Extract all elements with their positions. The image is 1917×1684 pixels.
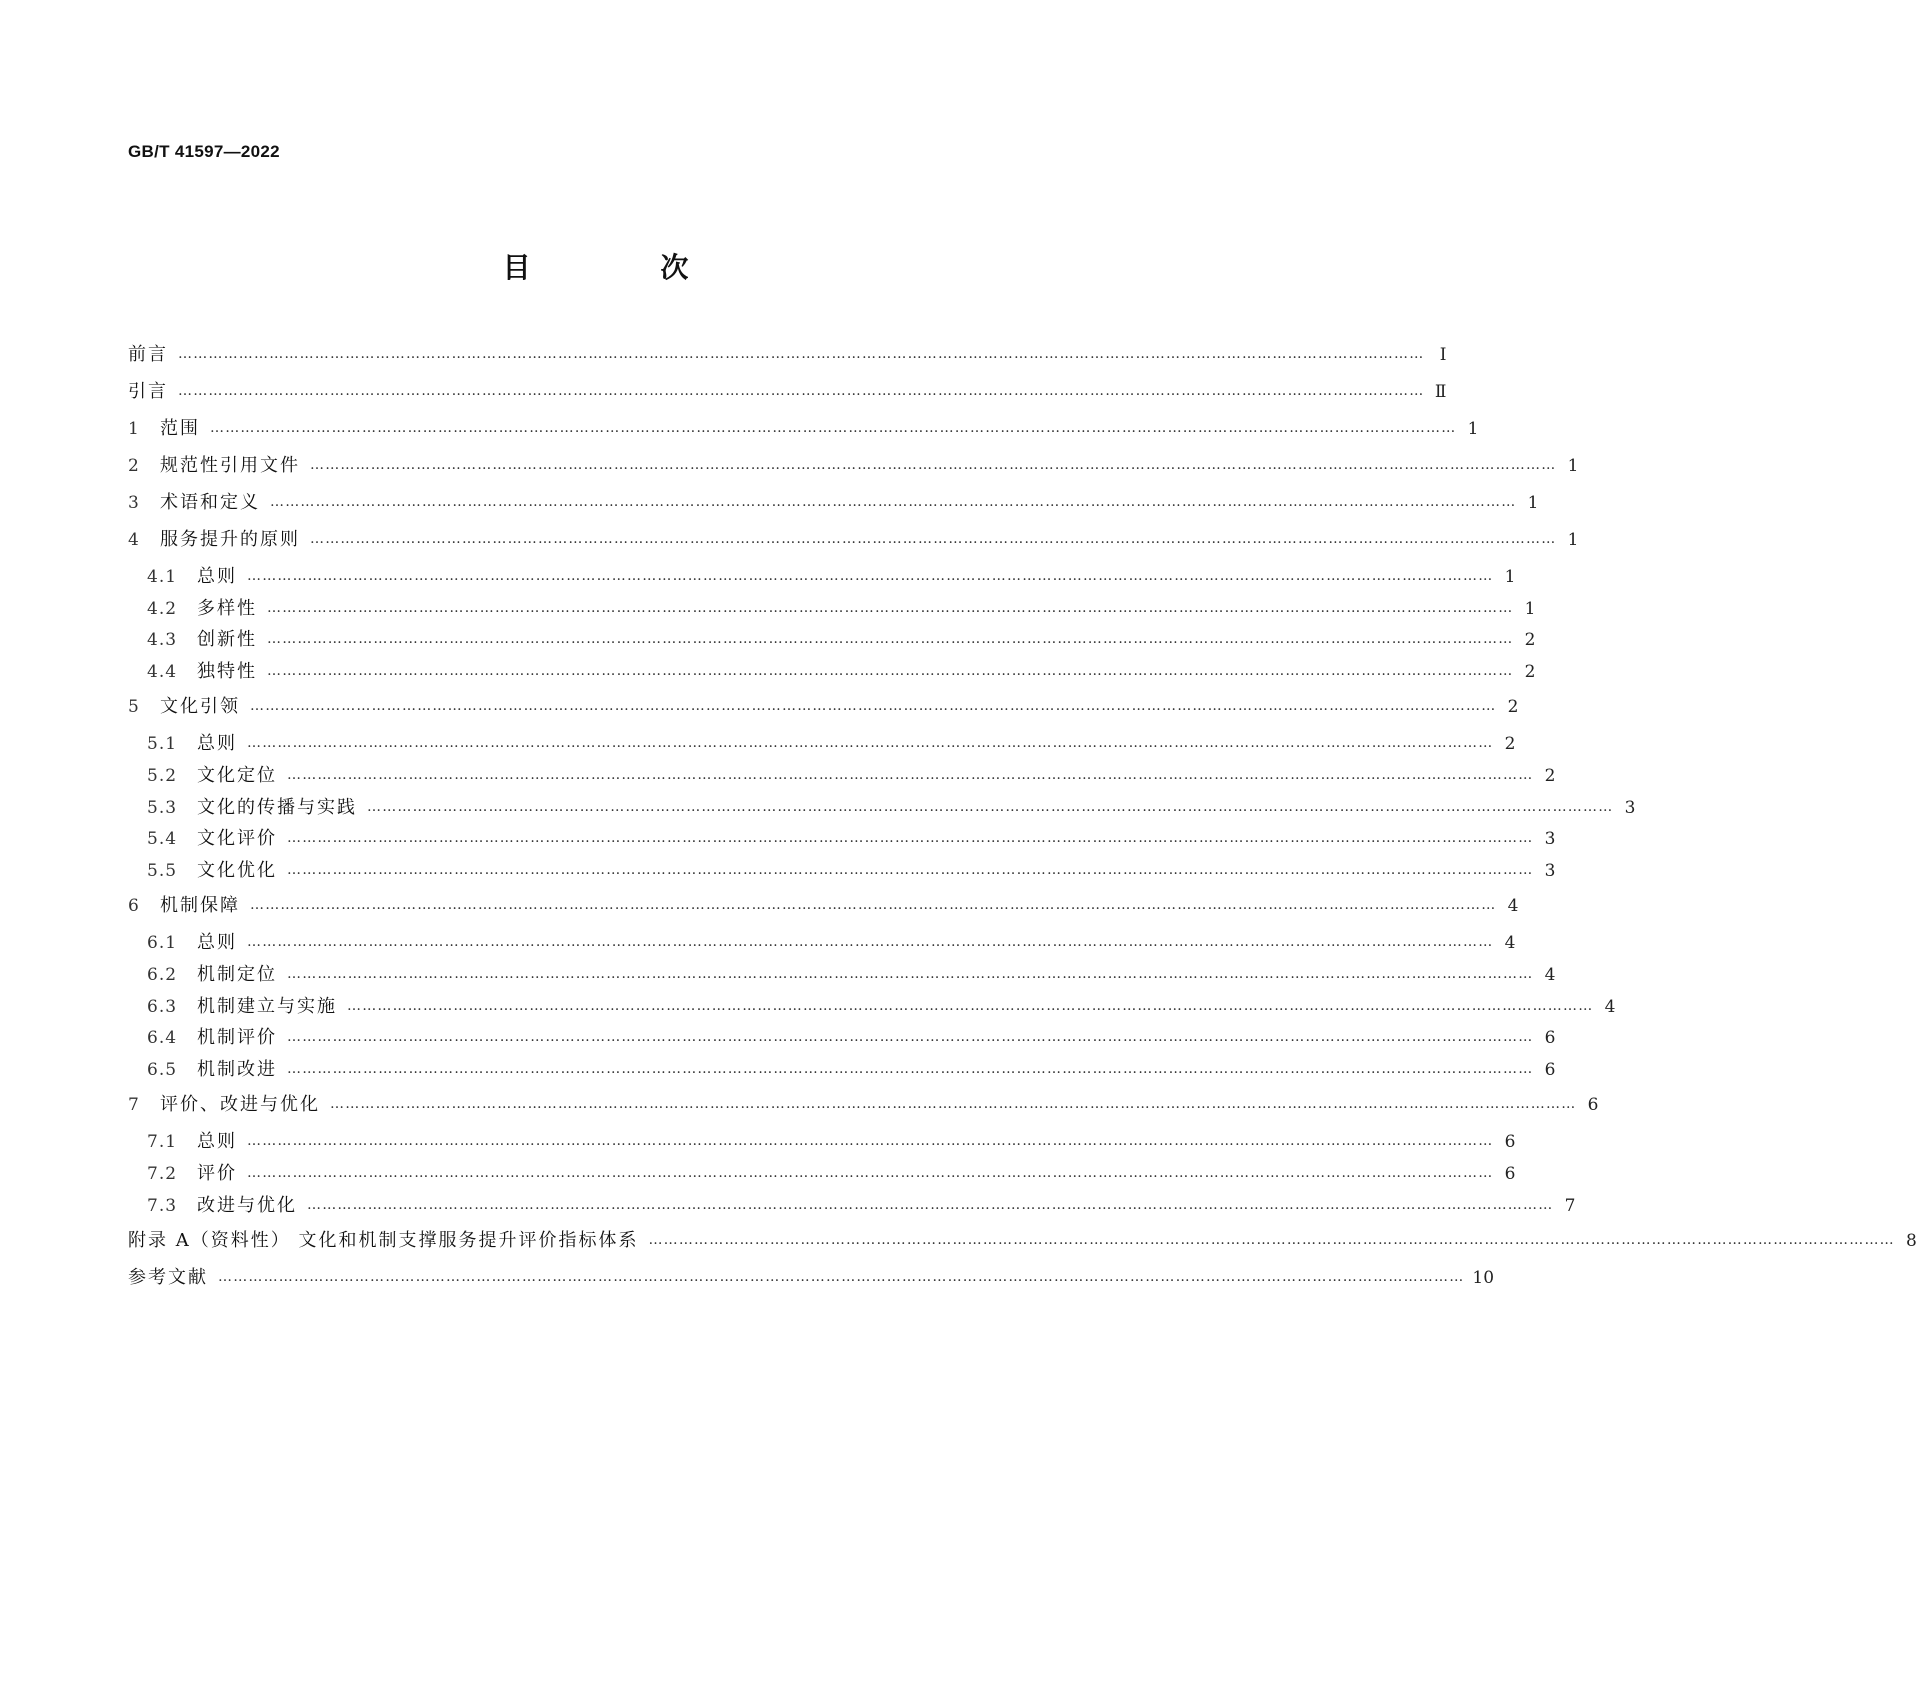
toc-entry-5-1[interactable] [128, 731, 1516, 763]
toc-entry-text: 引言 [128, 381, 168, 402]
toc-entry-number: 6.2 [147, 964, 178, 985]
toc-leader-dots: ………………………………………………………………………………………………………………………………………………………………………………………………………………………… [267, 599, 1514, 616]
toc-leader-dots: ………………………………………………………………………………………………………………………………………………………………………………………………………………………… [247, 1133, 1494, 1150]
toc-leader-dots: ………………………………………………………………………………………………………………………………………………………………………………………………………………………… [287, 965, 1534, 982]
toc-entry-number: 1 [128, 419, 140, 439]
toc-leader-dots: ………………………………………………………………………………………………………………………………………………………………………………………………………………………… [287, 1060, 1534, 1077]
toc-entry-number: 6.5 [147, 1059, 178, 1080]
toc-entry-text: 改进与优化 [197, 1194, 297, 1216]
toc-page-number: 2 [1524, 661, 1536, 682]
toc-entry-number: 5.3 [147, 797, 178, 818]
toc-entry-text: 文化引领 [160, 696, 240, 718]
toc-page-number: 1 [1567, 530, 1579, 550]
toc-entry-text: 参考文献 [128, 1267, 208, 1289]
toc-page-number: 10 [1472, 1268, 1495, 1289]
toc-entry-text: 总则 [197, 1131, 237, 1153]
toc-entry-6-4[interactable] [128, 1025, 1556, 1057]
toc-entry-number: 6.3 [147, 996, 178, 1017]
toc-page-number: 6 [1587, 1095, 1599, 1116]
toc-entry-4-2[interactable] [128, 596, 1536, 628]
toc-leader-dots: ………………………………………………………………………………………………………………………………………………………………………………………………………………………… [247, 568, 1494, 584]
toc-entry-number: 7 [128, 1095, 140, 1116]
toc-page-number: 6 [1544, 1059, 1556, 1080]
toc-leader-dots: ………………………………………………………………………………………………………………………………………………………………………………………………………………………… [250, 698, 1497, 715]
toc-entry-text: 机制保障 [160, 895, 240, 917]
toc-entry-references[interactable] [128, 1265, 1495, 1302]
toc-page-number: Ⅰ [1439, 345, 1447, 365]
toc-entry-5[interactable] [128, 694, 1519, 731]
toc-entry-number: 6.4 [147, 1028, 178, 1049]
table-of-contents [128, 342, 1917, 1302]
toc-entry-text: 术语和定义 [160, 492, 260, 513]
toc-entry-text: 机制定位 [197, 963, 277, 985]
toc-entry-7-3[interactable] [128, 1193, 1576, 1225]
toc-entry-text: 总则 [197, 733, 237, 755]
toc-page-number: 2 [1507, 697, 1519, 718]
toc-leader-dots: ………………………………………………………………………………………………………………………………………………………………………………………………………………………… [210, 420, 1457, 436]
toc-entry-number: 6 [128, 896, 140, 917]
toc-title: 目 次 [502, 251, 749, 284]
toc-entry-text: 文化定位 [197, 764, 277, 786]
toc-page-number: 4 [1604, 996, 1616, 1017]
toc-entry-7-2[interactable] [128, 1161, 1516, 1193]
toc-entry-text: 机制建立与实施 [197, 995, 337, 1017]
toc-page-number: 2 [1524, 630, 1536, 651]
toc-leader-dots: ………………………………………………………………………………………………………………………………………………………………………………………………………………………… [247, 1164, 1494, 1181]
toc-leader-dots: ………………………………………………………………………………………………………………………………………………………………………………………………………………………… [218, 1269, 1465, 1286]
toc-entry-number: 5.1 [147, 734, 178, 755]
toc-page-number: 4 [1544, 964, 1556, 985]
toc-page-number: 4 [1507, 896, 1519, 917]
toc-leader-dots: ………………………………………………………………………………………………………………………………………………………………………………………………………………………… [347, 997, 1594, 1014]
toc-leader-dots: ………………………………………………………………………………………………………………………………………………………………………………………………………………………… [178, 346, 1425, 362]
toc-leader-dots: ………………………………………………………………………………………………………………………………………………………………………………………………………………………… [267, 631, 1514, 648]
toc-entry-text: 范围 [160, 418, 200, 439]
toc-entry-6-2[interactable] [128, 962, 1556, 994]
toc-entry-4-3[interactable] [128, 627, 1536, 659]
toc-leader-dots: ………………………………………………………………………………………………………………………………………………………………………………………………………………………… [310, 457, 1557, 473]
toc-entry-text: 独特性 [197, 660, 257, 682]
toc-leader-dots: ………………………………………………………………………………………………………………………………………………………………………………………………………………………… [648, 1232, 1895, 1249]
toc-entry-text: 规范性引用文件 [160, 455, 300, 476]
toc-entry-6-3[interactable] [128, 994, 1616, 1026]
toc-page-number: 1 [1524, 598, 1536, 619]
toc-page-number: 8 [1906, 1231, 1917, 1252]
toc-page-number: 3 [1624, 797, 1636, 818]
toc-entry-4-1[interactable] [128, 564, 1516, 596]
toc-entry-5-5[interactable] [128, 858, 1556, 890]
toc-entry-foreword[interactable] [128, 342, 1447, 379]
toc-leader-dots: ………………………………………………………………………………………………………………………………………………………………………………………………………………………… [367, 798, 1614, 815]
toc-page-number: 2 [1504, 734, 1516, 755]
toc-leader-dots: ………………………………………………………………………………………………………………………………………………………………………………………………………………………… [307, 1196, 1554, 1213]
toc-page-number: 1 [1567, 456, 1579, 476]
toc-page-number: 1 [1467, 419, 1479, 439]
toc-leader-dots: ………………………………………………………………………………………………………………………………………………………………………………………………………………………… [310, 531, 1557, 547]
toc-entry-number: 2 [128, 456, 140, 476]
toc-entry-number: 6.1 [147, 933, 178, 954]
toc-leader-dots: ………………………………………………………………………………………………………………………………………………………………………………………………………………………… [330, 1096, 1577, 1113]
toc-entry-6-1[interactable] [128, 930, 1516, 962]
toc-entry-text: 服务提升的原则 [160, 529, 300, 550]
toc-entry-3[interactable] [128, 490, 1539, 527]
toc-entry-text: 文化优化 [197, 859, 277, 881]
toc-entry-6-5[interactable] [128, 1057, 1556, 1089]
toc-entry-6[interactable] [128, 893, 1519, 930]
toc-entry-text: 附录 A（资料性） 文化和机制支撑服务提升评价指标体系 [128, 1230, 639, 1252]
toc-entry-number: 5.2 [147, 765, 178, 786]
toc-entry-number: 7.3 [147, 1195, 178, 1216]
toc-entry-number: 5.5 [147, 860, 178, 881]
toc-entry-text: 评价、改进与优化 [160, 1094, 320, 1116]
toc-entry-number: 4.4 [147, 661, 178, 682]
toc-entry-text: 文化评价 [197, 828, 277, 850]
toc-leader-dots: ………………………………………………………………………………………………………………………………………………………………………………………………………………………… [287, 1029, 1534, 1046]
standard-code: GB/T 41597—2022 [128, 142, 280, 161]
toc-entry-text: 文化的传播与实践 [197, 796, 357, 818]
toc-page-number: 1 [1504, 567, 1516, 587]
toc-page-number: Ⅱ [1434, 382, 1447, 402]
toc-page-number: 1 [1527, 493, 1539, 513]
toc-entry-number: 3 [128, 493, 140, 513]
toc-entry-7[interactable] [128, 1092, 1599, 1129]
toc-entry-number: 4 [128, 530, 140, 550]
toc-leader-dots: ………………………………………………………………………………………………………………………………………………………………………………………………………………………… [267, 662, 1514, 679]
toc-entry-appendix-a[interactable] [128, 1228, 1917, 1265]
toc-entry-number: 5.4 [147, 829, 178, 850]
toc-entry-number: 7.1 [147, 1132, 178, 1153]
toc-page-number: 4 [1504, 933, 1516, 954]
toc-leader-dots: ………………………………………………………………………………………………………………………………………………………………………………………………………………………… [287, 766, 1534, 783]
toc-page-number: 3 [1544, 860, 1556, 881]
toc-leader-dots: ………………………………………………………………………………………………………………………………………………………………………………………………………………………… [287, 830, 1534, 847]
toc-entry-5-4[interactable] [128, 826, 1556, 858]
toc-entry-text: 总则 [197, 932, 237, 954]
toc-entry-number: 7.2 [147, 1163, 178, 1184]
toc-entry-number: 4.2 [147, 598, 178, 619]
toc-entry-7-1[interactable] [128, 1129, 1516, 1161]
toc-entry-text: 多样性 [197, 597, 257, 619]
toc-entry-4[interactable] [128, 527, 1579, 564]
toc-leader-dots: ………………………………………………………………………………………………………………………………………………………………………………………………………………………… [250, 897, 1497, 914]
toc-entry-1[interactable] [128, 416, 1479, 453]
toc-page-number: 6 [1504, 1132, 1516, 1153]
toc-entry-number: 4.3 [147, 630, 178, 651]
toc-page-number: 3 [1544, 829, 1556, 850]
toc-entry-text: 机制改进 [197, 1058, 277, 1080]
toc-leader-dots: ………………………………………………………………………………………………………………………………………………………………………………………………………………………… [247, 735, 1494, 752]
toc-entry-introduction[interactable] [128, 379, 1447, 416]
toc-entry-text: 评价 [197, 1162, 237, 1184]
toc-page-number: 2 [1544, 765, 1556, 786]
toc-leader-dots: ………………………………………………………………………………………………………………………………………………………………………………………………………………………… [287, 861, 1534, 878]
toc-entry-text: 创新性 [197, 629, 257, 651]
toc-page-number: 6 [1504, 1163, 1516, 1184]
toc-entry-number: 5 [128, 697, 140, 718]
toc-entry-4-4[interactable] [128, 659, 1536, 691]
toc-entry-text: 总则 [197, 566, 237, 587]
toc-leader-dots: ………………………………………………………………………………………………………………………………………………………………………………………………………………………… [178, 383, 1425, 399]
toc-entry-2[interactable] [128, 453, 1579, 490]
toc-page-number: 7 [1564, 1195, 1576, 1216]
toc-entry-text: 机制评价 [197, 1027, 277, 1049]
toc-entry-5-2[interactable] [128, 763, 1556, 795]
toc-entry-number: 4.1 [147, 567, 178, 587]
toc-entry-text: 前言 [128, 344, 168, 365]
toc-page-number: 6 [1544, 1028, 1556, 1049]
toc-leader-dots: ………………………………………………………………………………………………………………………………………………………………………………………………………………………… [247, 934, 1494, 951]
toc-leader-dots: ………………………………………………………………………………………………………………………………………………………………………………………………………………………… [270, 494, 1517, 510]
toc-entry-5-3[interactable] [128, 795, 1636, 827]
